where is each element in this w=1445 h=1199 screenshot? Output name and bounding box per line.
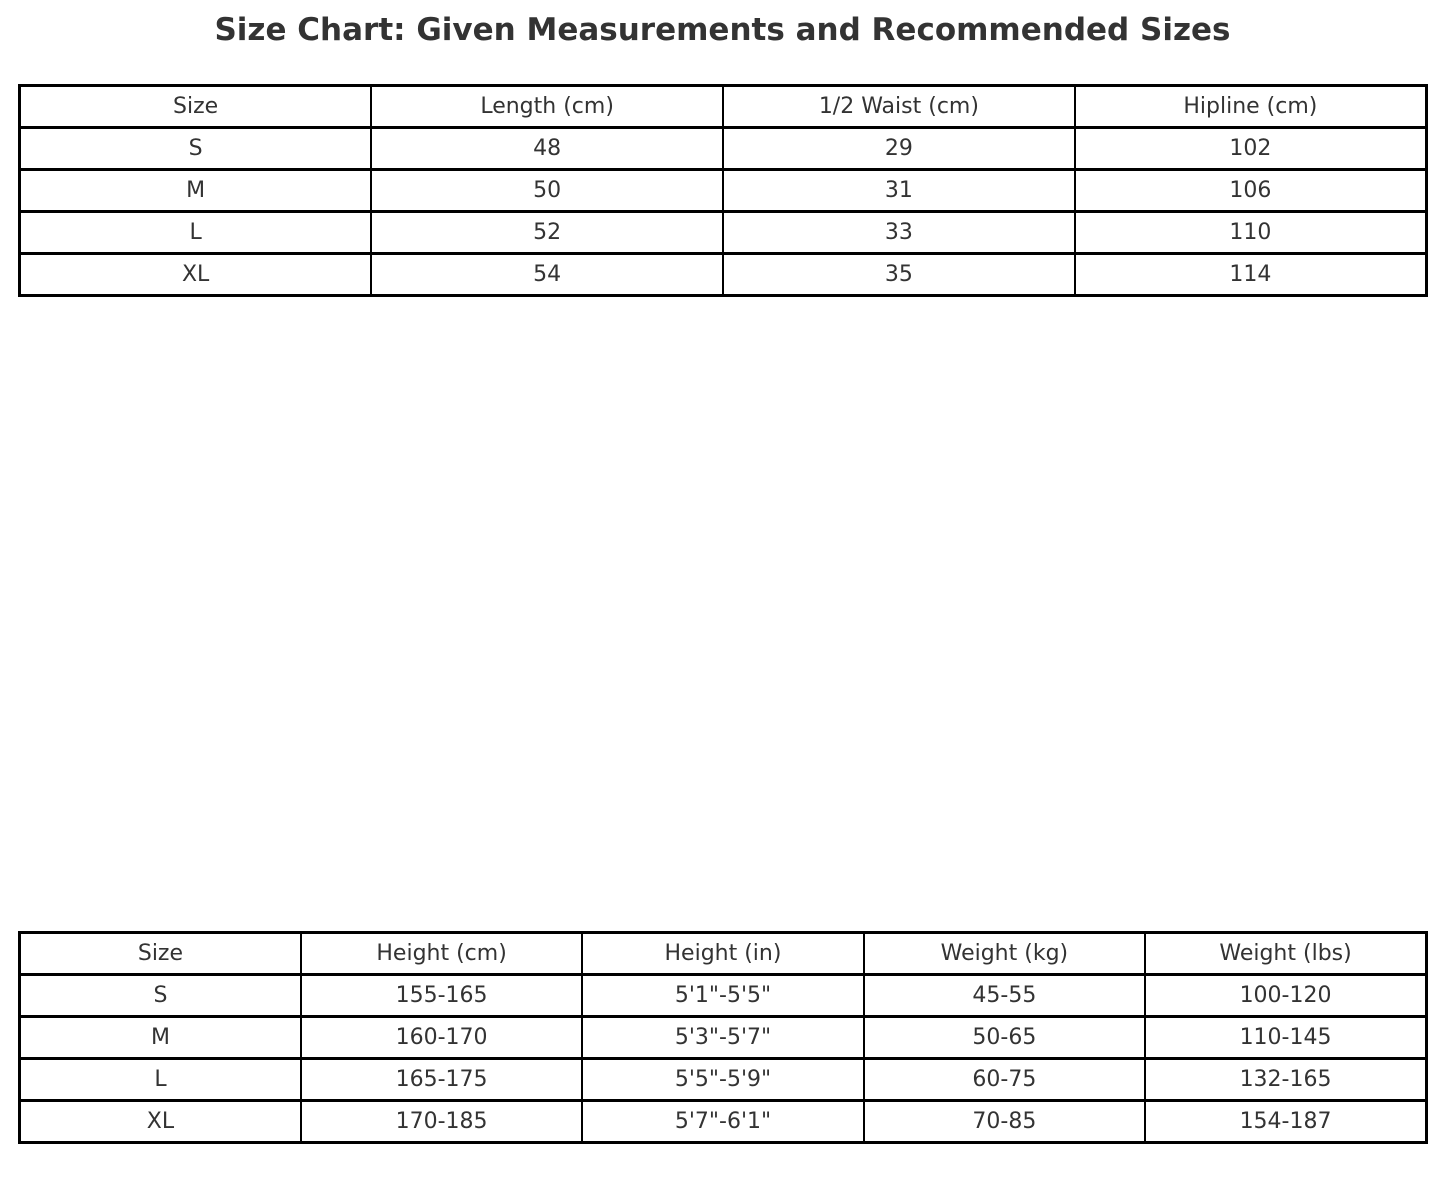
- cell-hipline: 110: [1075, 212, 1427, 254]
- table-row: [20, 1101, 1427, 1143]
- cell-height-in: 5'7"-6'1": [582, 1101, 863, 1143]
- header-row: [20, 86, 1427, 128]
- cell-length: 52: [371, 212, 723, 254]
- table-row: [20, 254, 1427, 296]
- column-header-size: Size: [20, 933, 301, 975]
- cell-weight-kg: 60-75: [864, 1059, 1145, 1101]
- cell-height-cm: 160-170: [301, 1017, 582, 1059]
- cell-weight-lbs: 132-165: [1145, 1059, 1426, 1101]
- cell-weight-kg: 45-55: [864, 975, 1145, 1017]
- cell-height-cm: 165-175: [301, 1059, 582, 1101]
- column-header-weight-kg: Weight (kg): [864, 933, 1145, 975]
- cell-weight-lbs: 110-145: [1145, 1017, 1426, 1059]
- cell-size: XL: [20, 1101, 301, 1143]
- cell-size: L: [20, 1059, 301, 1101]
- cell-length: 54: [371, 254, 723, 296]
- cell-height-in: 5'5"-5'9": [582, 1059, 863, 1101]
- cell-waist: 33: [723, 212, 1075, 254]
- table-row: [20, 1059, 1427, 1101]
- page-title: Size Chart: Given Measurements and Recommended Sizes: [214, 12, 1231, 48]
- cell-size: M: [20, 1017, 301, 1059]
- cell-height-in: 5'1"-5'5": [582, 975, 863, 1017]
- cell-hipline: 102: [1075, 128, 1427, 170]
- column-header-size: Size: [20, 86, 372, 128]
- cell-hipline: 114: [1075, 254, 1427, 296]
- cell-weight-lbs: 100-120: [1145, 975, 1426, 1017]
- cell-size: L: [20, 212, 372, 254]
- cell-size: XL: [20, 254, 372, 296]
- cell-weight-kg: 50-65: [864, 1017, 1145, 1059]
- cell-hipline: 106: [1075, 170, 1427, 212]
- recommended-sizes-table: [18, 931, 1428, 1144]
- cell-waist: 31: [723, 170, 1075, 212]
- cell-size: M: [20, 170, 372, 212]
- table-row: [20, 975, 1427, 1017]
- table-row: [20, 212, 1427, 254]
- column-header-weight-lbs: Weight (lbs): [1145, 933, 1426, 975]
- cell-height-in: 5'3"-5'7": [582, 1017, 863, 1059]
- column-header-height-cm: Height (cm): [301, 933, 582, 975]
- column-header-waist: 1/2 Waist (cm): [723, 86, 1075, 128]
- cell-waist: 29: [723, 128, 1075, 170]
- header-row: [20, 933, 1427, 975]
- cell-length: 48: [371, 128, 723, 170]
- column-header-length: Length (cm): [371, 86, 723, 128]
- cell-length: 50: [371, 170, 723, 212]
- cell-size: S: [20, 128, 372, 170]
- measurements-table: [18, 84, 1428, 297]
- cell-weight-lbs: 154-187: [1145, 1101, 1426, 1143]
- cell-size: S: [20, 975, 301, 1017]
- cell-height-cm: 170-185: [301, 1101, 582, 1143]
- table-row: [20, 128, 1427, 170]
- cell-height-cm: 155-165: [301, 975, 582, 1017]
- cell-waist: 35: [723, 254, 1075, 296]
- column-header-hipline: Hipline (cm): [1075, 86, 1427, 128]
- table-row: [20, 1017, 1427, 1059]
- cell-weight-kg: 70-85: [864, 1101, 1145, 1143]
- column-header-height-in: Height (in): [582, 933, 863, 975]
- table-row: [20, 170, 1427, 212]
